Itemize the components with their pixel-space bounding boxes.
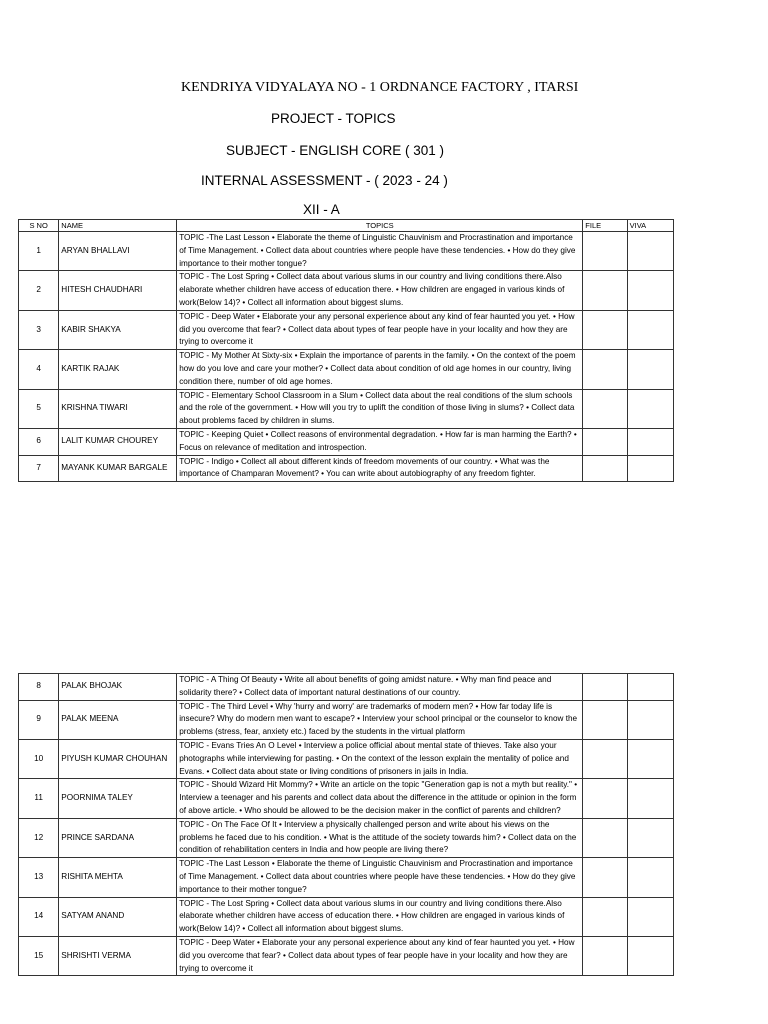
cell-file [583,936,627,975]
cell-viva [627,674,673,701]
cell-sno: 3 [19,310,59,349]
cell-file [583,389,627,428]
cell-sno: 6 [19,428,59,455]
cell-topic: TOPIC - Elementary School Classroom in a Slum • Collect data about the real conditions of the slum schools and the role of the government. • How will you try to uplift the condition of those living in slums? • Collect data about problems faced by children in slums. [177,389,583,428]
cell-topic: TOPIC -The Last Lesson • Elaborate the theme of Linguistic Chauvinism and Procrastination and importance of Time Management. • Collect data about countries where people have these tendencies. • How do they give importance to their mother tongue? [177,232,583,271]
cell-file [583,739,627,778]
cell-file [583,897,627,936]
cell-name: MAYANK KUMAR BARGALE [59,455,177,482]
cell-topic: TOPIC - My Mother At Sixty-six • Explain the importance of parents in the family. • On the context of the poem how do you love and care your mother? • Collect data about condition of old age homes in our country, living condition there, number of old age homes. [177,350,583,389]
cell-sno: 7 [19,455,59,482]
table-row [19,858,674,897]
cell-sno: 11 [19,779,59,818]
cell-viva [627,310,673,349]
cell-viva [627,739,673,778]
cell-sno: 4 [19,350,59,389]
cell-file [583,779,627,818]
col-header-viva: VIVA [627,220,673,232]
cell-name: PALAK MEENA [59,700,177,739]
cell-file [583,455,627,482]
cell-viva [627,455,673,482]
cell-name: SATYAM ANAND [59,897,177,936]
cell-topic: TOPIC - The Lost Spring • Collect data about various slums in our country and living conditions there.Also elaborate whether children have access of education there. • How children are engaged in various kinds of work(Below 14)? • Collect all information about biggest slums. [177,897,583,936]
cell-name: PALAK BHOJAK [59,674,177,701]
table-row [19,389,674,428]
cell-topic: TOPIC - Deep Water • Elaborate your any personal experience about any kind of fear haunted you yet. • How did you overcome that fear? • Collect data about types of fear people have in your locality and how they are trying to overcome it [177,310,583,349]
cell-name: POORNIMA TALEY [59,779,177,818]
table-row [19,674,674,701]
cell-file [583,700,627,739]
cell-topic: TOPIC - On The Face Of It • Interview a physically challenged person and write about his views on the problems he faced due to his condition. • What is the attitude of the society towards him? • Collect data on the condition of rehabilitation centers in India and how people are living there? [177,818,583,857]
assessment-title: INTERNAL ASSESSMENT - ( 2023 - 24 ) [201,173,448,188]
table-row [19,818,674,857]
cell-name: PRINCE SARDANA [59,818,177,857]
class-title: XII - A [303,202,340,217]
cell-viva [627,428,673,455]
cell-name: SHRISHTI VERMA [59,936,177,975]
cell-viva [627,271,673,310]
cell-file [583,232,627,271]
cell-name: KRISHNA TIWARI [59,389,177,428]
cell-viva [627,350,673,389]
table-row [19,779,674,818]
cell-sno: 9 [19,700,59,739]
cell-name: KABIR SHAKYA [59,310,177,349]
cell-sno: 1 [19,232,59,271]
cell-file [583,271,627,310]
table-row [19,271,674,310]
cell-file [583,428,627,455]
cell-name: ARYAN BHALLAVI [59,232,177,271]
cell-sno: 15 [19,936,59,975]
cell-sno: 8 [19,674,59,701]
cell-topic: TOPIC -The Last Lesson • Elaborate the theme of Linguistic Chauvinism and Procrastination and importance of Time Management. • Collect data about countries where people have these tendencies. • How do they give importance to their mother tongue? [177,858,583,897]
cell-viva [627,389,673,428]
subject-title: SUBJECT - ENGLISH CORE ( 301 ) [226,143,445,158]
cell-file [583,858,627,897]
cell-name: PIYUSH KUMAR CHOUHAN [59,739,177,778]
cell-viva [627,897,673,936]
cell-file [583,310,627,349]
cell-viva [627,779,673,818]
table-row [19,428,674,455]
cell-topic: TOPIC - Deep Water • Elaborate your any personal experience about any kind of fear haunted you yet. • How did you overcome that fear? • Collect data about types of fear people have in your locality and how they are trying to overcome it [177,936,583,975]
cell-topic: TOPIC - A Thing Of Beauty • Write all about benefits of going amidst nature. • Why man find peace and solidarity there? • Collect data of important natural destinations of our country. [177,674,583,701]
table-row [19,232,674,271]
topics-table-page-1 [18,219,674,482]
cell-file [583,818,627,857]
table-row [19,455,674,482]
cell-topic: TOPIC - Indigo • Collect all about different kinds of freedom movements of our country. • What was the importance of Champaran Movement? • You can write about autobiography of any freedom fighter. [177,455,583,482]
cell-sno: 10 [19,739,59,778]
cell-topic: TOPIC - Keeping Quiet • Collect reasons of environmental degradation. • How far is man harming the Earth? • Focus on relevance of meditation and introspection. [177,428,583,455]
table-row [19,700,674,739]
cell-sno: 12 [19,818,59,857]
cell-name: LALIT KUMAR CHOUREY [59,428,177,455]
table-row [19,739,674,778]
table-row [19,310,674,349]
cell-name: RISHITA MEHTA [59,858,177,897]
col-header-name: NAME [59,220,177,232]
cell-sno: 14 [19,897,59,936]
table-row [19,936,674,975]
cell-sno: 13 [19,858,59,897]
cell-viva [627,232,673,271]
col-header-topics: TOPICS [177,220,583,232]
table-row [19,350,674,389]
cell-sno: 5 [19,389,59,428]
cell-viva [627,936,673,975]
cell-file [583,674,627,701]
cell-sno: 2 [19,271,59,310]
cell-topic: TOPIC - The Lost Spring • Collect data about various slums in our country and living conditions there.Also elaborate whether children have access of education there. • How children are engaged in various kinds of work(Below 14)? • Collect all information about biggest slums. [177,271,583,310]
table-row [19,897,674,936]
cell-topic: TOPIC - The Third Level • Why 'hurry and worry' are trademarks of modern men? • How far today life is insecure? Why do modern men want to escape? • Interview your school principal or the counselor to know the problems (stress, fear, anxiety etc.) faced by the students in the virtual platform [177,700,583,739]
table-header-row [19,220,674,232]
school-title: KENDRIYA VIDYALAYA NO - 1 ORDNANCE FACTORY , ITARSI [181,80,579,95]
cell-file [583,350,627,389]
cell-name: HITESH CHAUDHARI [59,271,177,310]
col-header-file: FILE [583,220,627,232]
cell-topic: TOPIC - Should Wizard Hit Mommy? • Write an article on the topic "Generation gap is not a myth but reality." • Interview a teenager and his parents and collect data about the difference in the attitude or opinion in the form of above article. • Who should be allowed to be the decision maker in the conflict of parents and children? [177,779,583,818]
topics-table-page-2 [18,673,674,976]
cell-viva [627,700,673,739]
col-header-sno: S NO [19,220,59,232]
cell-name: KARTIK RAJAK [59,350,177,389]
cell-viva [627,858,673,897]
cell-viva [627,818,673,857]
cell-topic: TOPIC - Evans Tries An O Level • Interview a police official about mental state of thieves. Take also your photographs while interviewing for pasting. • On the context of the lesson explain the mentality of police and Evans. • Collect data about state or living conditions of prisoners in jails in India. [177,739,583,778]
project-title: PROJECT - TOPICS [271,111,396,126]
